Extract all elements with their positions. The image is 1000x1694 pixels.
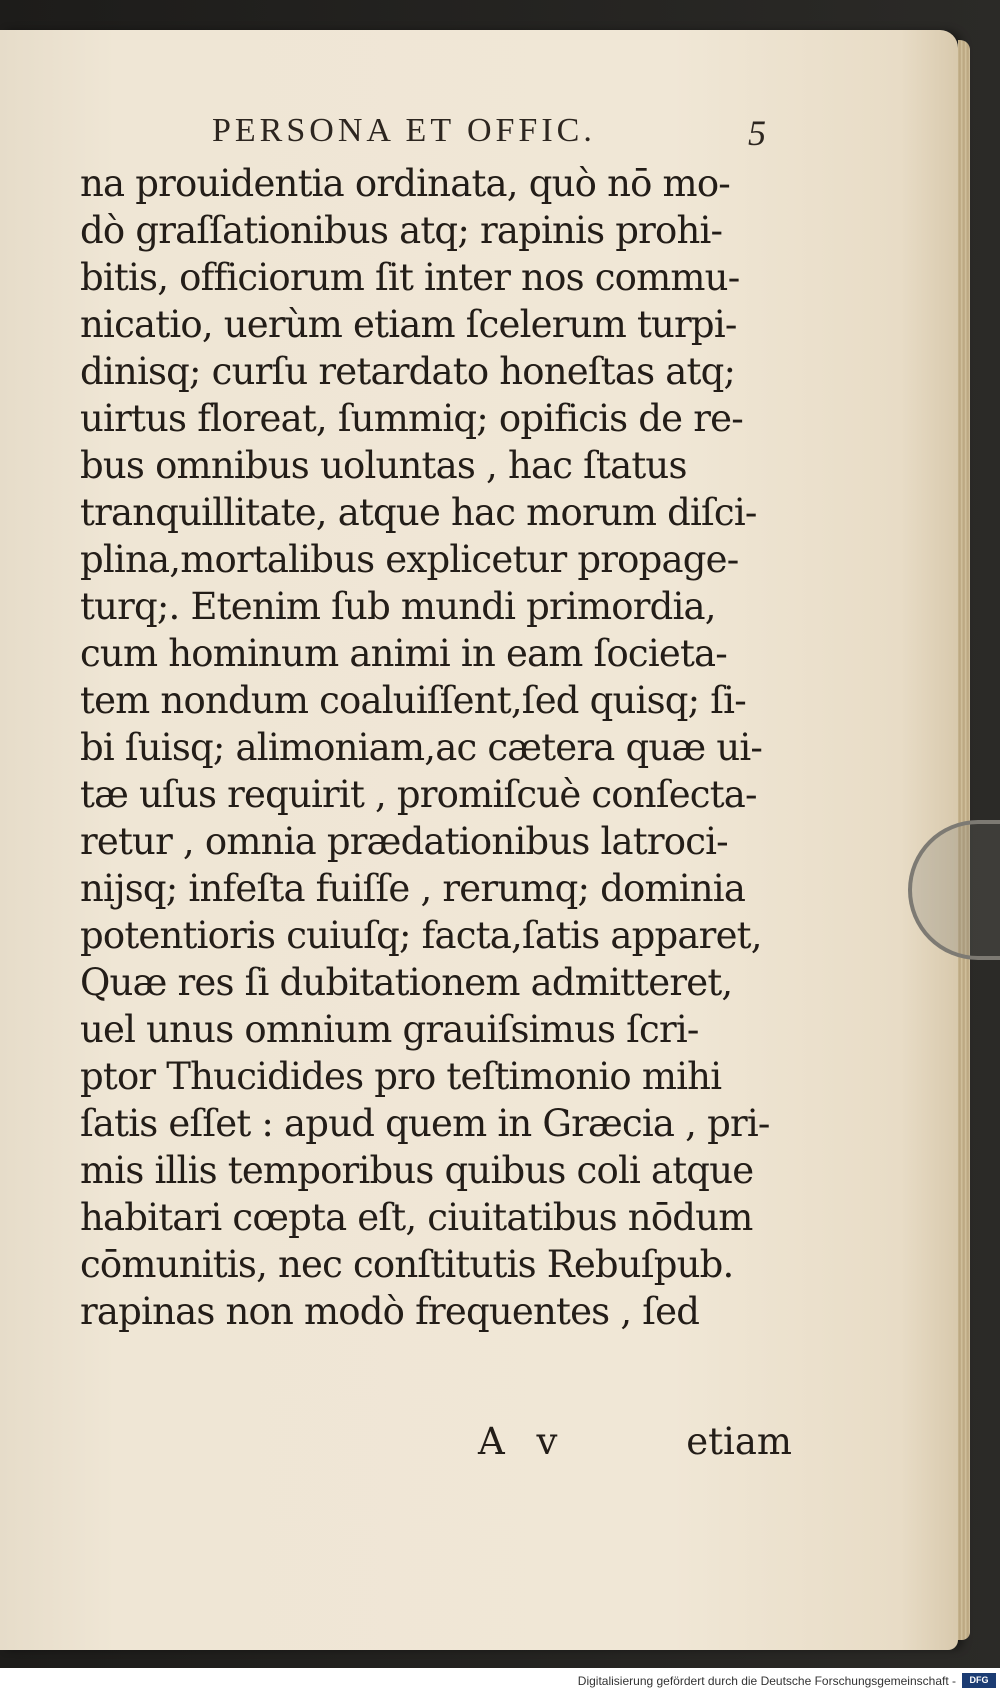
text-line: nijsq; infeſta fuiſſe , rerumq; dominia xyxy=(80,867,746,910)
signature-mark: A v xyxy=(478,1420,568,1463)
text-line: nicatio, uerùm etiam ſcelerum turpi- xyxy=(80,303,737,346)
text-line: retur , omnia prædationibus latroci- xyxy=(80,820,728,863)
text-line: uel unus omnium grauiſsimus ſcri- xyxy=(80,1008,699,1051)
page-footer-row xyxy=(80,1420,792,1470)
catchword: etiam xyxy=(686,1420,792,1463)
text-line: Quæ res ſi dubitationem admitteret, xyxy=(80,961,733,1004)
text-line: tranquillitate, atque hac morum diſci- xyxy=(80,491,757,534)
text-line: dò graſſationibus atq; rapinis prohi- xyxy=(80,209,723,252)
text-line: tem nondum coaluiſſent,ſed quisq; ſi- xyxy=(80,679,746,722)
text-line: ſatis eſſet : apud quem in Græcia , pri- xyxy=(80,1102,770,1145)
page-number: 5 xyxy=(748,113,766,153)
dfg-logo: DFG xyxy=(962,1673,996,1688)
text-line: bitis, officiorum ſit inter nos commu- xyxy=(80,256,740,299)
running-head: PERSONA ET OFFIC. xyxy=(212,112,596,149)
text-line: rapinas non modò frequentes , ſed xyxy=(80,1290,700,1333)
text-line: turq;. Etenim ſub mundi primordia, xyxy=(80,585,716,628)
text-line: na prouidentia ordinata, quò nō mo- xyxy=(80,162,730,205)
text-line: cum hominum animi in eam ſocieta- xyxy=(80,632,728,675)
text-line: bi ſuisq; alimoniam,ac cætera quæ ui- xyxy=(80,726,763,769)
text-line: tæ uſus requirit , promiſcuè conſecta- xyxy=(80,773,757,816)
text-line: bus omnibus uoluntas , hac ſtatus xyxy=(80,444,687,487)
text-line: habitari cœpta eſt, ciuitatibus nōdum xyxy=(80,1196,753,1239)
text-line: mis illis temporibus quibus coli atque xyxy=(80,1149,754,1192)
credit-text: Digitalisierung gefördert durch die Deutsche Forschungsgemeinschaft - xyxy=(577,1674,956,1688)
text-line: dinisq; curſu retardato honeſtas atq; xyxy=(80,350,736,393)
digitization-credit xyxy=(0,1668,1000,1694)
text-line: ptor Thucidides pro teſtimonio mihi xyxy=(80,1055,722,1098)
text-line: plina,mortalibus explicetur propage- xyxy=(80,538,739,581)
text-line: cōmunitis, nec conſtitutis Rebuſpub. xyxy=(80,1243,734,1286)
body-text xyxy=(80,160,792,1335)
text-line: potentioris cuiuſq; facta,ſatis apparet, xyxy=(80,914,762,957)
text-line: uirtus floreat, ſummiq; opificis de re- xyxy=(80,397,743,440)
